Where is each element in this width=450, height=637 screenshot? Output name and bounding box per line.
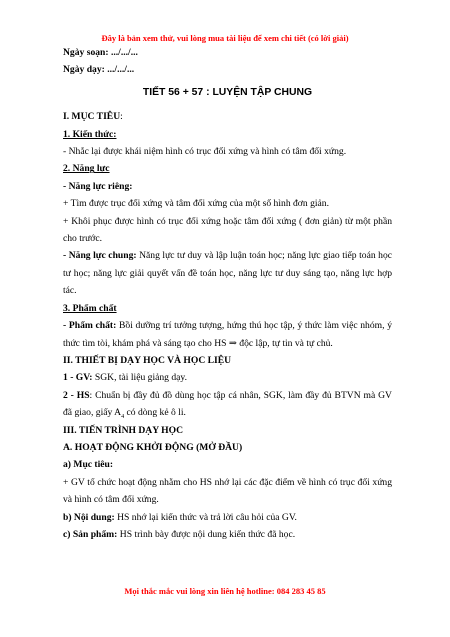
specific-competence-label: - Năng lực riêng: bbox=[63, 180, 133, 192]
specific-competence-item-1: + Tìm được trục đối xứng và tâm đối xứng của một số hình đơn giản. bbox=[63, 198, 329, 210]
document-body bbox=[63, 44, 392, 543]
preview-banner: Đây là bản xem thử, vui lòng mua tài liệu để xem chi tiết (có lời giải) bbox=[101, 33, 349, 43]
general-competence: - Năng lực chung: Năng lực tư duy và lập luận toán học; năng lực giao tiếp toán học tư học; năng lực giải quyết vấn đề toán học, năng lực tư duy sáng tạo, năng lực hợp tác. bbox=[63, 250, 393, 297]
knowledge-heading: 1. Kiến thức: bbox=[63, 128, 117, 140]
date-taught: Ngày dạy: .../.../... bbox=[63, 64, 135, 76]
date-prepared: Ngày soạn: .../.../... bbox=[63, 47, 138, 58]
section-objectives-heading: I. MỤC TIÊU: bbox=[63, 111, 123, 123]
student-materials: 2 - HS: Chuẩn bị đầy đủ đồ dùng học tập cá nhân, SGK, làm đầy đủ BTVN mà GV đã giao, giấy $A_4$ có dòng kẻ ô li. bbox=[63, 389, 392, 421]
content-line: b) Nội dung: HS nhớ lại kiến thức và trả lời câu hỏi của GV. bbox=[63, 511, 297, 523]
competence-heading: 2. Năng lực bbox=[63, 163, 110, 175]
hotline-banner: Mọi thắc mắc vui lòng xin liên hệ hotline: 084 283 45 85 bbox=[124, 586, 326, 596]
specific-competence-item-2: + Khôi phục được hình có trục đối xứng hoặc tâm đối xứng ( đơn giản) từ một phần cho trước. bbox=[63, 215, 392, 245]
lesson-title: TIẾT 56 + 57 : LUYỆN TẬP CHUNG bbox=[142, 86, 313, 98]
section-equipment-heading: II. THIẾT BỊ DẠY HỌC VÀ HỌC LIỆU bbox=[63, 354, 232, 366]
knowledge-text: - Nhắc lại được khái niệm hình có trục đối xứng và hình có tâm đối xứng. bbox=[63, 146, 347, 158]
objective-text: + GV tổ chức hoạt động nhằm cho HS nhớ lại các đặc điểm về hình có trục đối xứng và hình có tâm đối xứng. bbox=[63, 476, 392, 506]
qualities-heading: 3. Phẩm chất bbox=[63, 302, 117, 314]
teacher-materials: 1 - GV: SGK, tài liệu giảng dạy. bbox=[63, 372, 187, 384]
activity-a-heading: A. HOẠT ĐỘNG KHỞI ĐỘNG (MỞ ĐẦU) bbox=[63, 441, 243, 453]
qualities-text: - Phẩm chất: Bồi dưỡng trí tưởng tượng, hứng thú học tập, ý thức làm việc nhóm, ý thức tìm tòi, khám phá và sáng tạo cho HS ⇒ độc lập, tự tin và tự chủ. bbox=[63, 320, 392, 349]
objective-label: a) Mục tiêu: bbox=[63, 459, 114, 471]
product-line: c) Sản phẩm: HS trình bày được nội dung kiến thức đã học. bbox=[63, 528, 296, 540]
section-process-heading: III. TIẾN TRÌNH DẠY HỌC bbox=[63, 424, 184, 436]
